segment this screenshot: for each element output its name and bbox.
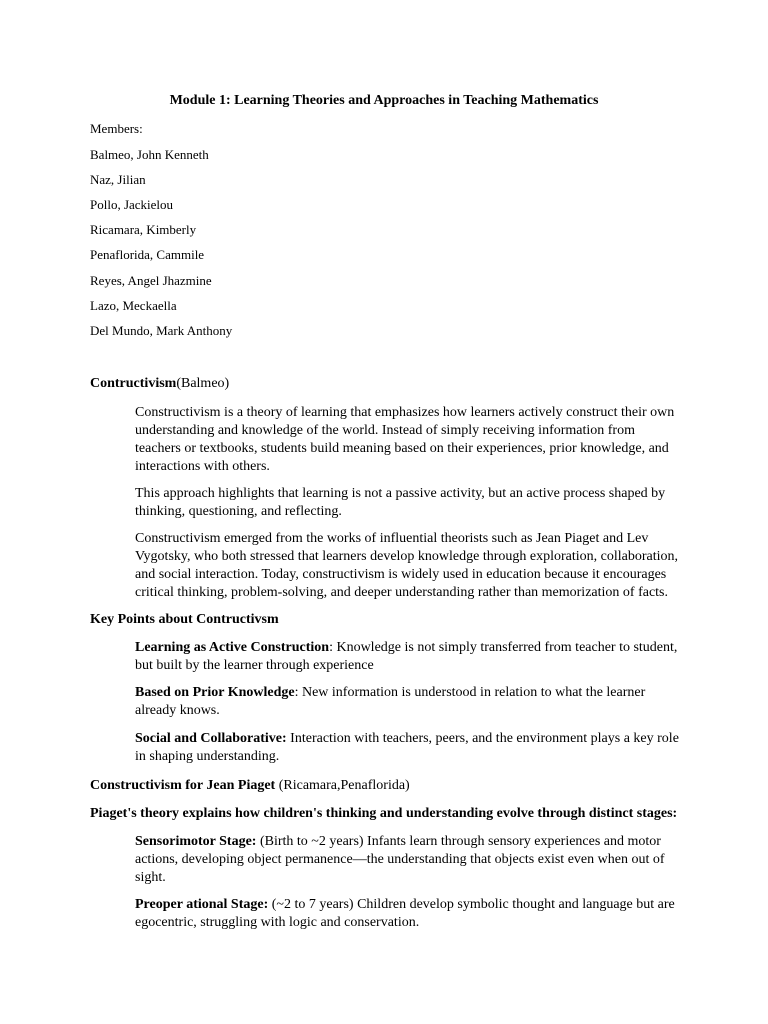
key-point-term: Social and Collaborative: [135, 731, 287, 746]
piaget-intro-text: Piaget's theory explains how children's thinking and understanding evolve through distinct stages: [90, 806, 678, 821]
member-name: Pollo, Jackielou [90, 197, 174, 212]
stage-text: (~2 to 7 years) Children develop symbolic thought and language but are egocentric, struggling with logic and conservation. [135, 897, 675, 930]
key-point-item [135, 684, 683, 720]
member-name: Del Mundo, Mark Anthony [90, 323, 233, 338]
paragraph: Constructivism is a theory of learning that emphasizes how learners actively construct their own understanding and knowledge of the world. Instead of simply receiving information from teachers or textbooks, students build meaning based on their experiences, prior knowledge, and interactions with others. [135, 405, 675, 474]
key-point-term: Learning as Active Construction [135, 640, 330, 655]
member-name: Lazo, Meckaella [90, 298, 177, 313]
section-heading-piaget [90, 777, 410, 795]
key-point-item [135, 639, 683, 675]
member-name: Naz, Jilian [90, 172, 146, 187]
key-point-term: Based on Prior Knowledge [135, 685, 295, 700]
member-name: Reyes, Angel Jhazmine [90, 273, 212, 288]
stage-text: (Birth to ~2 years) Infants learn through sensory experiences and motor actions, developing object permanence—the understanding that objects exist even when out of sight. [135, 834, 665, 885]
section-heading-text: Contructivism [90, 376, 177, 391]
members-label: Members: [90, 121, 143, 136]
stage-term: Preoper ational Stage: [135, 897, 269, 912]
section-author: (Balmeo) [176, 376, 230, 391]
key-points-heading [90, 611, 279, 629]
stage-item [135, 833, 683, 887]
member-name: Balmeo, John Kenneth [90, 147, 209, 162]
piaget-intro [90, 805, 677, 823]
paragraph: This approach highlights that learning is not a passive activity, but an active process shaped by thinking, questioning, and reflecting. [135, 486, 666, 519]
section-author: (Ricamara,Penaflorida) [275, 778, 410, 793]
key-point-text: : Knowledge is not simply transferred from teacher to student, but built by the learner through experience [135, 640, 678, 673]
key-point-item [135, 730, 683, 766]
member-name: Ricamara, Kimberly [90, 222, 197, 237]
key-points-heading-text: Key Points about Contructivsm [90, 612, 279, 627]
stage-item [135, 896, 683, 932]
key-point-text: : New information is understood in relation to what the learner already knows. [135, 685, 646, 718]
section-heading-constructivism [90, 375, 229, 393]
key-point-text: Interaction with teachers, peers, and the environment plays a key role in shaping understanding. [135, 731, 679, 764]
document-title: Module 1: Learning Theories and Approaches in Teaching Mathematics [169, 93, 599, 108]
paragraph: Constructivism emerged from the works of influential theorists such as Jean Piaget and Lev Vygotsky, who both stressed that learners develop knowledge through exploration, collaboration, and social interaction. Today, constructivism is widely used in education because it encourages critical thinking, problem-solving, and deeper understanding rather than memorization of facts. [135, 531, 679, 600]
section-heading-text: Constructivism for Jean Piaget [90, 778, 276, 793]
stage-term: Sensorimotor Stage: [135, 834, 257, 849]
member-name: Penaflorida, Cammile [90, 247, 205, 262]
